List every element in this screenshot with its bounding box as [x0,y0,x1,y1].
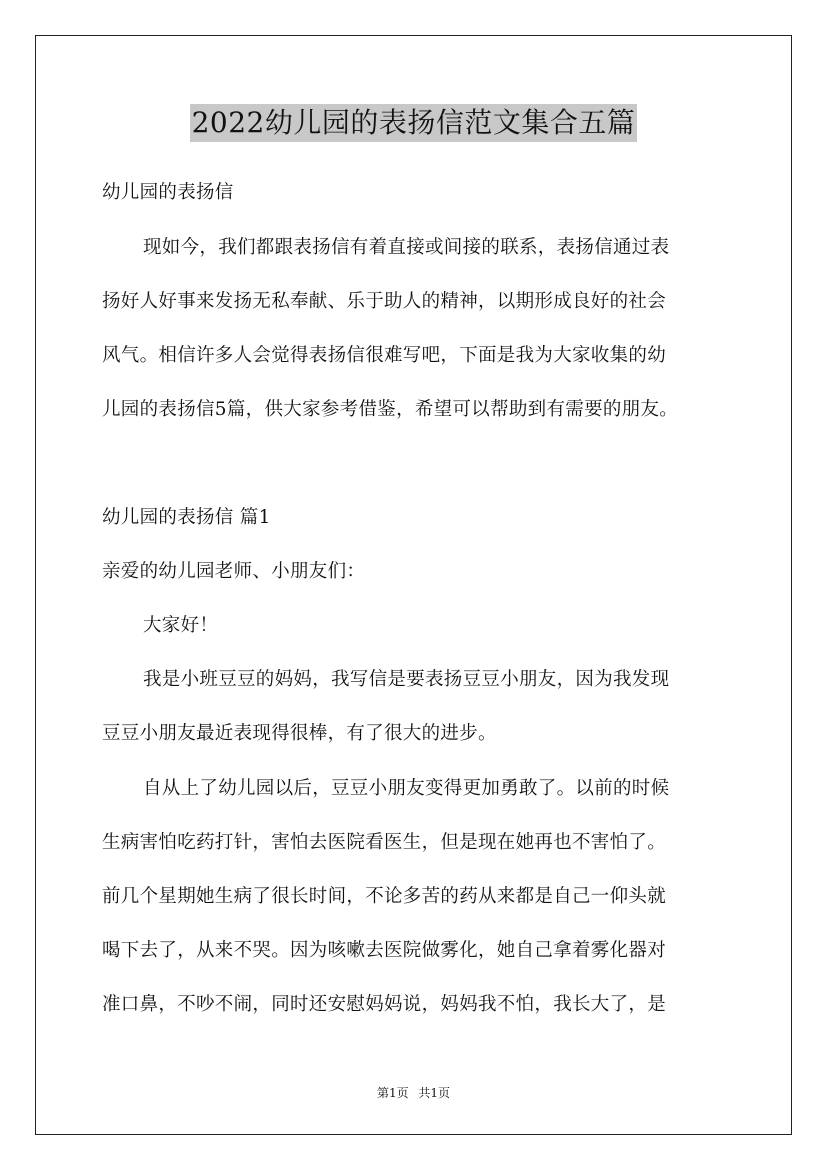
paragraph-line: 喝下去了，从来不哭。因为咳嗽去医院做雾化，她自己拿着雾化器对 [102,940,667,961]
paragraph-line: 扬好人好事来发扬无私奉献、乐于助人的精神，以期形成良好的社会 [102,291,667,312]
paragraph-line: 自从上了幼儿园以后，豆豆小朋友变得更加勇敢了。以前的时候 [143,778,670,799]
document-title: 2022幼儿园的表扬信范文集合五篇 [190,104,638,142]
paragraph-line: 风气。相信许多人会觉得表扬信很难写吧，下面是我为大家收集的幼 [102,345,667,366]
salutation: 亲爱的幼儿园老师、小朋友们： [102,561,366,582]
paragraph-line: 前几个星期她生病了很长时间，不论多苦的药从来都是自己一仰头就 [102,886,667,907]
page-number-current: 第1页 [376,1086,409,1100]
paragraph-line: 我是小班豆豆的妈妈，我写信是要表扬豆豆小朋友，因为我发现 [143,669,670,690]
letter-heading: 幼儿园的表扬信 篇1 [102,507,271,528]
paragraph-line: 豆豆小朋友最近表现得很棒，有了很大的进步。 [102,723,497,744]
greeting: 大家好！ [143,615,219,636]
section-heading: 幼儿园的表扬信 [102,182,234,203]
paragraph-line: 现如今，我们都跟表扬信有着直接或间接的联系，表扬信通过表 [143,237,670,258]
paragraph-line: 准口鼻，不吵不闹，同时还安慰妈妈说，妈妈我不怕，我长大了，是 [102,994,667,1015]
paragraph-line: 生病害怕吃药打针，害怕去医院看医生，但是现在她再也不害怕了。 [102,832,667,853]
title-container [0,104,827,142]
page-number-total: 共1页 [418,1086,451,1100]
paragraph-line: 儿园的表扬信5篇，供大家参考借鉴，希望可以帮助到有需要的朋友。 [102,399,679,420]
page-footer [0,1085,827,1101]
